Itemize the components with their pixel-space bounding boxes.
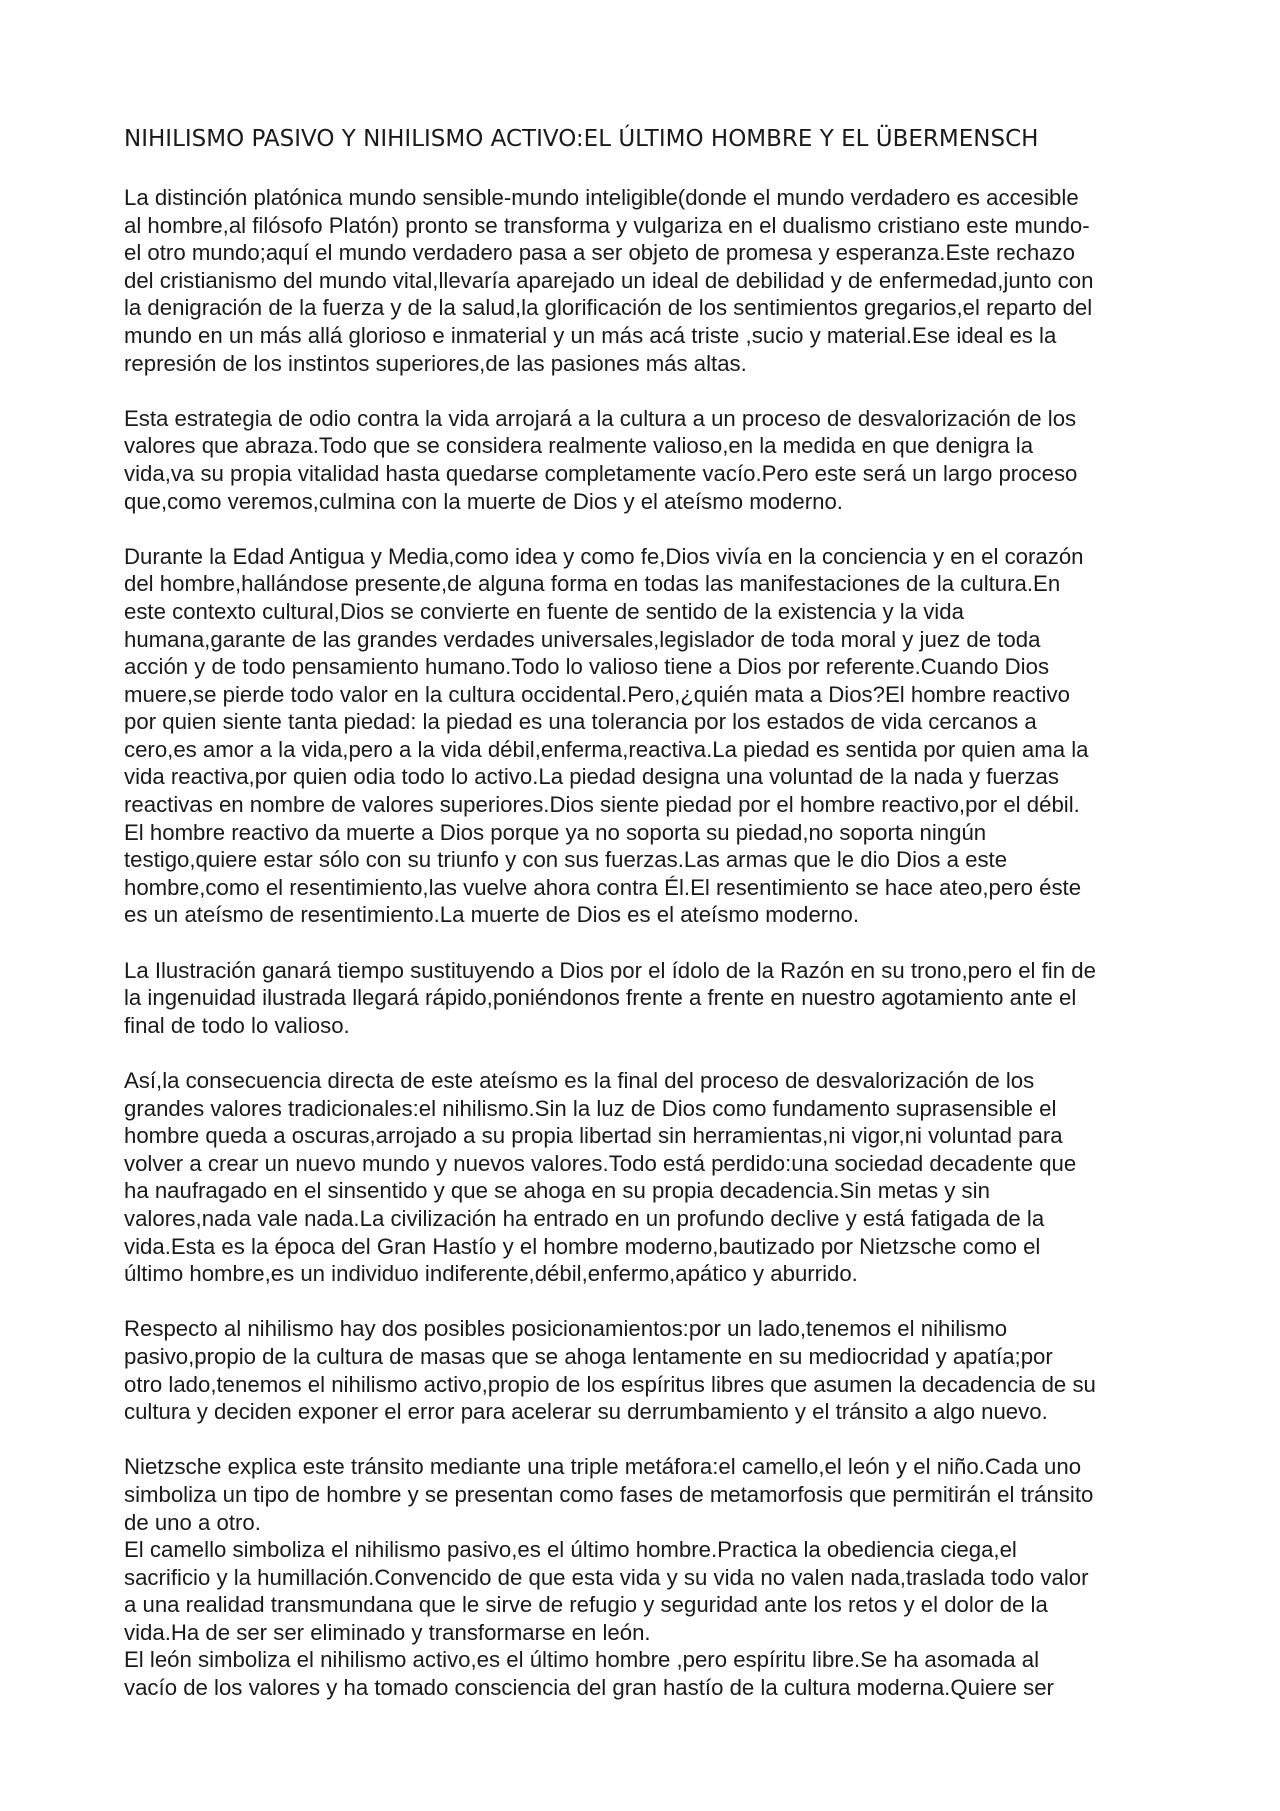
paragraph-triple-metaphor: Nietzsche explica este tránsito mediante una triple metáfora:el camello,el león y el niño.Cada uno simboliza un tipo de hombre y se presentan como fases de metamorfosis que permitirán el tránsito de uno a otro. [124, 1454, 1094, 1535]
document-title: NIHILISMO PASIVO Y NIHILISMO ACTIVO:EL ÚLTIMO HOMBRE Y EL ÜBERMENSCH [124, 126, 1039, 152]
paragraph-death-of-god: Durante la Edad Antigua y Media,como idea y como fe,Dios vivía en la conciencia y en el corazón del hombre,hallándose presente,de alguna forma en todas las manifestaciones de la cultura.En este contexto cultural,Dios se convierte en fuente de sentido de la existencia y la vida humana,garante de las grandes verdades universales,legislador de toda moral y juez de toda acción y de todo pensamiento humano.Todo lo valioso tiene a Dios por referente.Cuando Dios muere,se pierde todo valor en la cultura occidental.Pero,¿quién mata a Dios?El hombre reactivo por quien siente tanta piedad: la piedad es una tolerancia por los estados de vida cercanos a cero,es amor a la vida,pero a la vida débil,enferma,reactiva.La piedad es sentida por quien ama la vida reactiva,por quien odia todo lo activo.La piedad designa una voluntad de la nada y fuerzas reactivas en nombre de valores superiores.Dios siente piedad por el hombre reactivo,por el débil. El hombre reactivo da muerte a Dios porque ya no soporta su piedad,no soporta ningún testigo,quiere estar sólo con su triunfo y con sus fuerzas.Las armas que le dio Dios a este hombre,como el resentimiento,las vuelve ahora contra Él.El resentimiento se hace ateo,pero éste es un ateísmo de resentimiento.La muerte de Dios es el ateísmo moderno. [124, 543, 1089, 928]
paragraph-platonic-distinction: La distinción platónica mundo sensible-mundo inteligible(donde el mundo verdadero es accesible al hombre,al filósofo Platón) pronto se transforma y vulgariza en el dualismo cristiano este mundo- el otro mundo;aquí el mundo verdadero pasa a ser objeto de promesa y esperanza.Este rechazo del cristianismo del mundo vital,llevaría aparejado un ideal de debilidad y de enfermedad,junto con la denigración de la fuerza y de la salud,la glorificación de los sentimientos gregarios,el reparto del mundo en un más allá glorioso e inmaterial y un más acá triste ,sucio y material.Ese ideal es la represión de los instintos superiores,de las pasiones más altas. [124, 185, 1094, 376]
paragraph-nihilism-consequence: Así,la consecuencia directa de este ateísmo es la final del proceso de desvalorización de los grandes valores tradicionales:el nihilismo.Sin la luz de Dios como fundamento suprasensible el hombre queda a oscuras,arrojado a su propia libertad sin herramientas,ni vigor,ni voluntad para volver a crear un nuevo mundo y nuevos valores.Todo está perdido:una sociedad decadente que ha naufragado en el sinsentido y que se ahoga en su propia decadencia.Sin metas y sin valores,nada vale nada.La civilización ha entrado en un profundo declive y está fatigada de la vida.Esta es la época del Gran Hastío y el hombre moderno,bautizado por Nietzsche como el último hombre,es un individuo indiferente,débil,enfermo,apático y aburrido. [124, 1068, 1077, 1287]
paragraph-strategy-of-hatred: Esta estrategia de odio contra la vida arrojará a la cultura a un proceso de desvalorización de los valores que abraza.Todo que se considera realmente valioso,en la medida en que denigra la vida,va su propia vitalidad hasta quedarse completamente vacío.Pero este será un largo proceso que,como veremos,culmina con la muerte de Dios y el ateísmo moderno. [124, 405, 1078, 514]
document-body [124, 184, 1184, 1702]
paragraph-nihilism-positions: Respecto al nihilismo hay dos posibles posicionamientos:por un lado,tenemos el nihilismo pasivo,propio de la cultura de masas que se ahoga lentamente en su mediocridad y apatía;por otro lado,tenemos el nihilismo activo,propio de los espíritus libres que asumen la decadencia de su cultura y deciden exponer el error para acelerar su derrumbamiento y el tránsito a algo nuevo. [124, 1316, 1096, 1425]
paragraph-enlightenment: La Ilustración ganará tiempo sustituyendo a Dios por el ídolo de la Razón en su trono,pero el fin de la ingenuidad ilustrada llegará rápido,poniéndonos frente a frente en nuestro agotamiento ante el final de todo lo valioso. [124, 957, 1096, 1038]
paragraph-camel: El camello simboliza el nihilismo pasivo,es el último hombre.Practica la obediencia ciega,el sacrificio y la humillación.Convencido de que esta vida y su vida no valen nada,traslada todo valor a una realidad transmundana que le sirve de refugio y seguridad ante los retos y el dolor de la vida.Ha de ser ser eliminado y transformarse en león. [124, 1537, 1089, 1645]
paragraph-lion: El león simboliza el nihilismo activo,es el último hombre ,pero espíritu libre.Se ha asomada al vacío de los valores y ha tomado consciencia del gran hastío de la cultura moderna.Quiere ser [124, 1647, 1054, 1701]
